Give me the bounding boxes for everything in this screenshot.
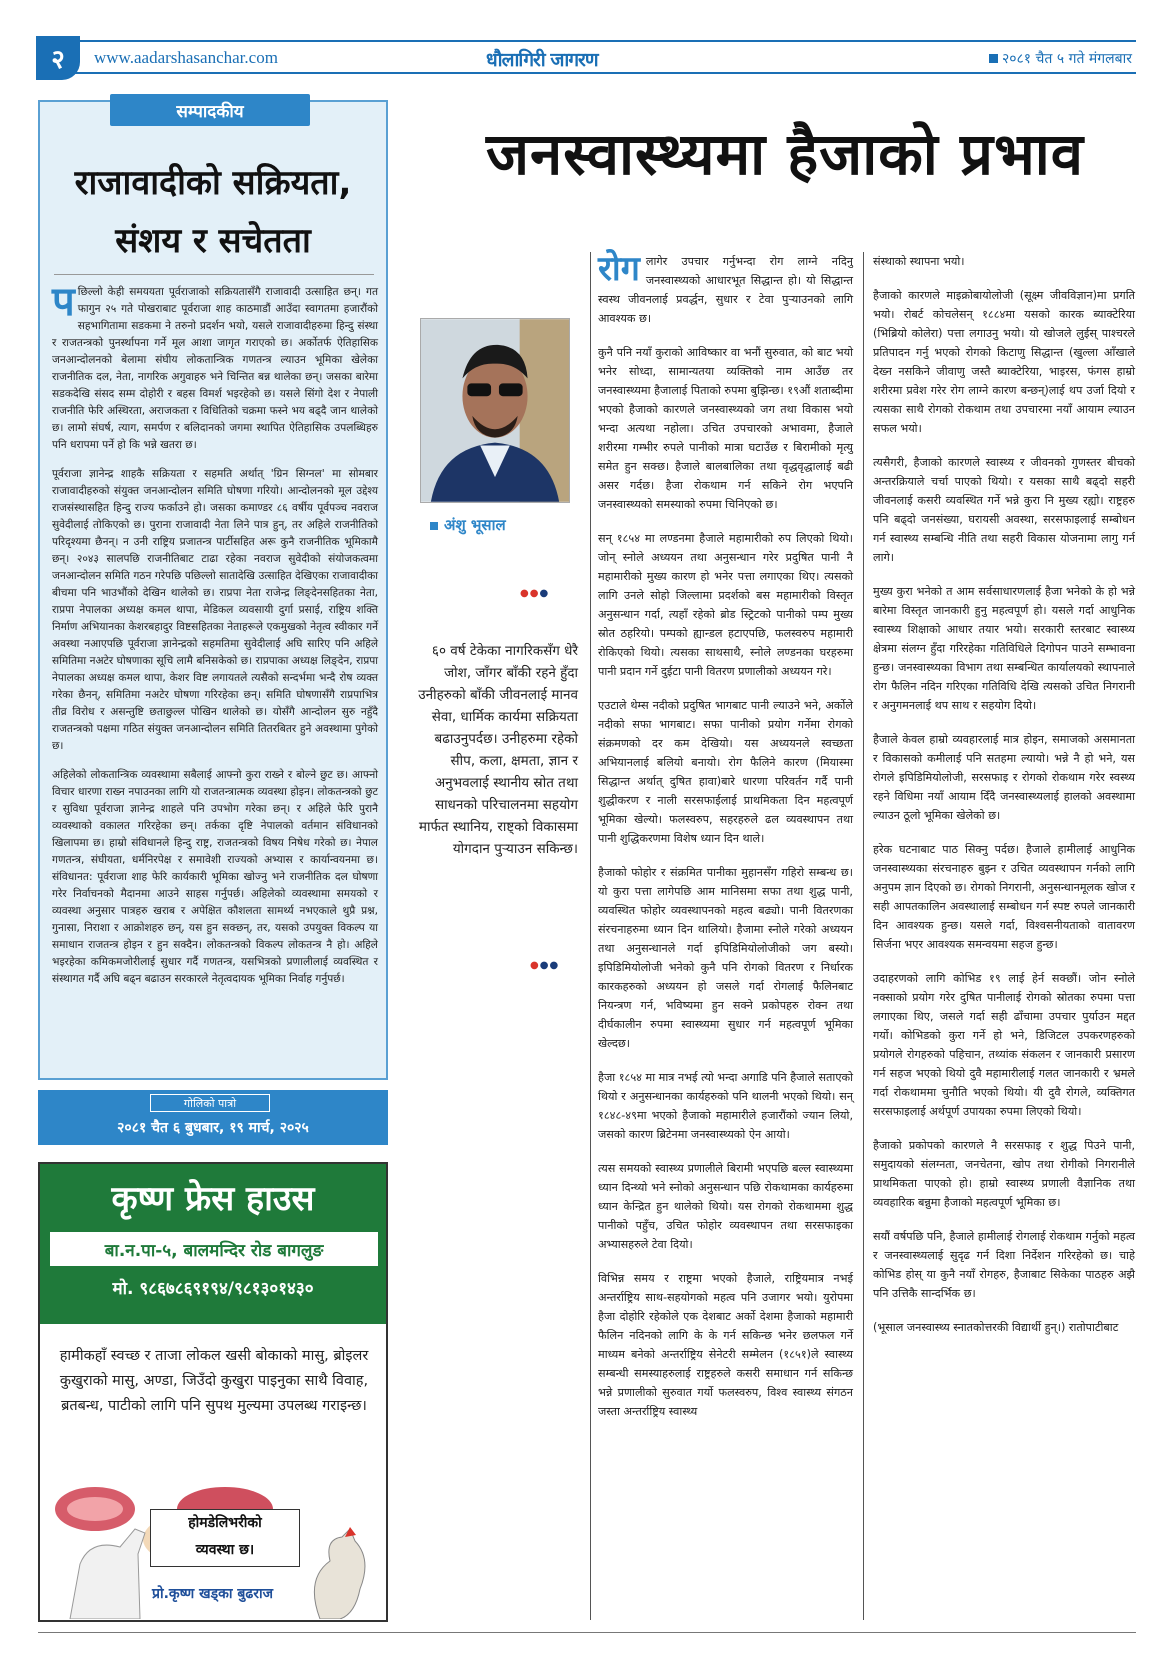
ad-business-name: कृष्ण फ्रेस हाउस (111, 1179, 315, 1219)
issue-date-text: २०८१ चैत ५ गते मंगलबार (1001, 51, 1132, 67)
ad-owner: प्रो.कृष्ण खड्का बुढराज (152, 1586, 273, 1602)
ad-phone: मो. ९८६७८६९१९४/९८१३०१४३० (112, 1279, 314, 1299)
author-name: अंशु भूसाल (444, 516, 506, 534)
footer-rule (38, 1632, 1136, 1633)
editorial-paragraph: पूर्वराजा ज्ञानेन्द्र शाहकै सक्रियता र सहमति अर्थात् 'ग्रिन सिग्नल' मा सोमबार राजावादीहरुको संयुक्त जनआन्दोलन समिति घोषणा गरियो। आन्दोलनको मूल उद्देश्य राजसंस्थासहित हिन्दु राज्य फर्काउने हो। जसका कमाण्डर ८६ वर्षीय पूर्वपञ्च नवराज सुवेदीलाई तोकिएको छ। पुराना राजावादी नेता लिने पात्र हुन्, तर अहिले राजनीतिको परिदृश्यमा छैनन्। न उनी राष्ट्रिय प्रजातन्त्र पार्टीसहित अरू कुनै राजनीतिक भूमिकामै छन्। २०४३ सालपछि राजनीतिबाट टाढा रहेका नवराज सुवेदीको संयोजकत्वमा जनआन्दोलन समिति गठन गरेपछि पछिल्लो सातादेखि उत्साहित देखिएका राजावादीका बीचमा पनि भाउभौंको देखिन थालेको छ। राप्रपा नेता राजेन्द्र लिङ्देनसहितका नेता, राप्रपा नेपालका अध्यक्ष कमल थापा, मेडिकल व्यवसायी दुर्गा प्रसाई, राष्ट्रिय शक्ति निर्माण अभियानका केशरबहादुर विष्टसहितका नेताहरूले एकमुखको नेतृत्व स्वीकार गर्ने अवस्था नआएपछि पूर्वराजा ज्ञानेन्द्रको सहमतिमा सुवेदीलाई अघि सारिए पनि अहिले समितिमा नअटेर घोषणाका सूचि लामै बनिसकेको छ। राप्रपाका अध्यक्ष लिङ्देन, राप्रपा नेपालका अध्यक्ष कमल थापा, केशर विष्ट लगायतले त्यसैको सन्दर्भमा भन्दै रोष व्यक्त गरेका छैनन्, समितिमा नअटेर घोषणा गरिरहेका छन्। समिति घोषणासँगै राप्रपाभित्र तीव्र विरोध र असन्तुष्टि छताछुल्ल पोखिन थालेको छ। योसँगै आन्दोलन सुरु नहुँदै राजतन्त्रको पक्षमा गठित संयुक्त जनआन्दोलन समिति तितरबितर हुने अवस्थामा पुगेको छ। (52, 468, 378, 752)
issue-date (989, 49, 1132, 68)
article-column-2 (873, 252, 1135, 1352)
ad-delivery-line1: होमडेलिभरीको (188, 1515, 262, 1531)
article-paragraph: विभिन्न समय र राष्ट्रमा भएको हैजाले, राष्ट्रियमात्र नभई अन्तर्राष्ट्रिय साथ-सहयोगको महत्व पनि उजागर भयो। युरोपमा हैजा दोहोरि रहेकोले एक देशबाट अर्को देशमा हैजाको महामारी फैलिन नदिनको लागि के के गर्न सकिन्छ भनेर छलफल गर्ने माध्यम बनेको अन्तर्राष्ट्रिय सेनेटरी सम्मेलन (१८५१)ले स्वास्थ्य सम्बन्धी समस्याहरुलाई राष्ट्रहरुले कसरी समाधान गर्न सकिन्छ भन्ने प्रणालीको सुरुवात गर्यो फलस्वरुप, विश्व स्वास्थ्य संगठन जस्ता अन्तर्राष्ट्रिय स्वास्थ्य (598, 1272, 853, 1418)
page-header (36, 40, 1136, 74)
blue-dot-icon: ● (539, 960, 550, 971)
advertisement (38, 1162, 388, 1622)
red-dot-icon: ● (529, 588, 540, 599)
article-paragraph: संस्थाको स्थापना भयो। (873, 255, 965, 268)
blue-dot-icon: ● (539, 588, 550, 599)
ad-address: बा.न.पा-५, बालमन्दिर रोड बागलुङ (50, 1232, 378, 1266)
article-paragraph: मुख्य कुरा भनेको त आम सर्वसाधारणलाई हैजा भनेको के हो भन्ने बारेमा विस्तृत जानकारी हुनु महत्वपूर्ण हो। यसले गर्दा आधुनिक स्वास्थ्य शिक्षाको आधार तयार भयो। सरकारी स्तरबाट स्वास्थ्य क्षेत्रमा संलग्न हुँदा गरिरहेका गतिविधिले दिगोपन पाउने सम्भावना हुन्छ। जनस्वास्थ्यका विभाग तथा सम्बन्धित कार्यालयको स्थापनाले रोग फैलिन नदिन गरिएका गतिविधि देखि त्यसको उचित निगरानी र अनुगमनलाई थप साथ र सहयोग दियो। (873, 585, 1135, 712)
article-paragraph: (भूसाल जनस्वास्थ्य स्नातकोत्तरकी विद्यार्थी हुन्।) रातोपाटीबाट (873, 1321, 1119, 1334)
editorial-title (40, 154, 386, 270)
ad-home-delivery (150, 1509, 300, 1567)
ad-description: हामीकहाँ स्वच्छ र ताजा लोकल खसी बोकाको मासु, ब्रोइलर कुखुराको मासु, अण्डा, जिउँदो कुखुरा पाइनुका साथै विवाह, ब्रतबन्ध, पाटीको लागि पनि सुपथ मुल्यमा उपलब्ध गराइन्छ। (59, 1348, 369, 1414)
square-bullet-icon (989, 54, 998, 63)
article-paragraph: सयौं वर्षपछि पनि, हैजाले हामीलाई रोगलाई रोकथाम गर्नुको महत्व र जनस्वास्थ्यलाई सुदृढ गर्न दिशा निर्देशन गरिरहेको छ। चाहे कोभिड होस् या कुनै नयाँ रोगहरु, हैजाबाट सिकेका पाठहरु अझै पनि उत्तिकै सान्दर्भिक छ। (873, 1230, 1135, 1300)
article-headline: जनस्वास्थ्यमा हैजाको प्रभाव (485, 120, 1085, 188)
ad-delivery-line2: व्यवस्था छ। (195, 1542, 255, 1558)
article-paragraph: हैजा १८५४ मा मात्र नभई त्यो भन्दा अगाडि पनि हैजाले सताएको थियो र अनुसन्धानका कार्यहरुको पनि थालनी भएको थियो। सन् १८४८-४९मा भएको हैजाको महामारीले हजारौंको ज्यान लियो, जसको कारण ब्रिटेनमा जनस्वास्थ्यको ऐन आयो। (598, 1071, 854, 1141)
article-paragraph: सन् १८५४ मा लण्डनमा हैजाले महामारीको रुप लिएको थियो। जोन् स्नोले अध्ययन तथा अनुसन्धान गरेर प्रदुषित पानी नै महामारीको मुख्य कारण हो भनेर पत्ता लगाएका थिए। त्यसको लागि उनले सोहो जिल्लामा प्रदर्शको बस महामारीको विस्तृत अनुसन्धान गर्दा, त्यहाँ रहेको ब्रोड स्ट्रिटको पानीको पम्प मुख्य स्रोत ठहरियो। पम्पको ह्यान्डल हटाएपछि, फलस्वरुप महामारी रोकिएको थियो। त्यसका साथसाथै, स्नोले लण्डनका घरहरुमा पानी प्रदान गर्ने दुईटा पानी वितरण प्रणालीको अध्ययन गरे। (598, 532, 853, 678)
red-dot-icon: ● (520, 588, 530, 599)
pull-quote: ६० वर्ष टेकेका नागरिकसँग धेरै जोश, जाँगर बाँकी रहने हुँदा उनीहरुको बाँकी जीवनलाई मानव सेवा, धार्मिक कार्यमा सक्रियता बढाउनुपर्दछ। उनीहरुमा रहेको सीप, कला, क्षमता, ज्ञान र अनुभवलाई स्थानीय स्रोत तथा साधनको परिचालनमा सहयोग मार्फत स्थानिय, राष्ट्को विकासमा योगदान पुऱ्याउन सकिन्छ। (418, 643, 578, 857)
editorial-title-line2: संशय र सचेतता (115, 221, 311, 261)
article-paragraph (598, 249, 853, 328)
blue-dot-icon: ● (549, 960, 560, 971)
author-byline (430, 515, 506, 535)
article-paragraph: हैजाको कारणले माइक्रोबायोलोजी (सूक्ष्म जीवविज्ञान)मा प्रगति भयो। रोबर्ट कोचलेसन् १८८४मा यसको कारक ब्याक्टेरिया (भिब्रियो कोलेरा) पत्ता लगाउनु भयो। यो खोजले लुईस् पाश्चरले प्रतिपादन गर्नु भएको रोगको किटाणु सिद्धान्त (खुल्ला आँखाले देख्न नसकिने जीवाणु जस्तै ब्याक्टेरिया, भाइरस, फंगस हाम्रो शरीरमा प्रवेश गरेर रोग लाग्ने कारण बन्छन्)लाई थप उर्जा दियो र त्यसका साथै रोगको रोकथाम तथा उपचारमा नयाँ आयाम ल्याउन सफल भयो। (873, 289, 1135, 435)
page-number: २ (36, 36, 80, 80)
dots-decoration-top (520, 588, 549, 599)
article-paragraph: त्यसैगरी, हैजाको कारणले स्वास्थ्य र जीवनको गुणस्तर बीचको अन्तरक्रियाले चर्चा पाएको थियो। र यसका साथै बढ्दो सहरी जीवनलाई कसरी व्यवस्थित गर्ने भन्ने कुरा नि मुख्य रह्यो। राष्ट्रहरु पनि बढ्दो जनसंख्या, घरायसी अवस्था, सरसफाइलाई सम्बोधन गर्न स्वास्थ्य सम्बन्धि नीति तथा सहरी विकास योजनामा लागु गर्न लागे। (873, 456, 1135, 564)
lead-word: रोग (598, 249, 640, 289)
editorial-dropcap: प (52, 279, 75, 325)
article-column-1 (598, 249, 854, 1436)
editorial-body (52, 279, 378, 1000)
article-paragraph: हैजाले केवल हाम्रो व्यवहारलाई मात्र होइन, समाजको असमानता र विकासको कमीलाई पनि सतहमा ल्यायो। भन्ने नै हो भने, यस रोगले इपिडिमियोलोजी, सरसफाइ र रोगको रोकथाम गरेर स्वस्थ्य रहने विधिमा नयाँ आयाम दिँदै जनस्वास्थ्यलाई हालको अवस्थामा ल्याउन ठूलो भूमिका खेलेको छ। (873, 733, 1135, 822)
site-url[interactable]: www.aadarshasanchar.com (94, 48, 278, 67)
author-photo (420, 318, 570, 503)
editorial-divider (54, 274, 374, 275)
editorial-box (38, 100, 388, 1080)
article-paragraph: हैजाको फोहोर र संक्रमित पानीका मुहानसँग गहिरो सम्बन्ध छ। यो कुरा पत्ता लागेपछि आम मानिसमा सफा तथा शुद्ध पानी, व्यवस्थित फोहोर व्यवस्थापनको महत्व बढ्यो। पानी वितरणका संरचनाहरुमा ध्यान दिन थालियो। हैजामा स्नोले गरेको अध्ययन तथा अनुसन्धानले गर्दा इपिडिमियोलोजीको जग बस्यो। इपिडिमियोलोजी भनेको कुनै पनि रोगको वितरण र निर्धारक कारकहरुको अध्ययन हो जसले गर्दा रोगलाई फैलिनबाट नियन्त्रण गर्न, भविष्यमा हुन सक्ने प्रकोपहरु रोक्न तथा दीर्घकालीन रुपमा स्वास्थ्यमा सुधार गर्न महत्वपूर्ण भूमिका खेल्दछ। (598, 866, 853, 1050)
calendar-tag: गोलिको पात्रो (150, 1094, 270, 1112)
article-paragraph: कुनै पनि नयाँ कुराको आविष्कार वा भनौं सुरुवात, को बाट भयो भनेर सोध्दा, सामान्यतया व्यक्तिको नाम आउँछ तर जनस्वास्थ्यमा हैजालाई पिताको रुपमा बुझिन्छ। १९औं शताब्दीमा भएको हैजाको कारणले जनस्वास्थ्यको जग तथा विकास भयो भन्दा अत्यथा नहोला। उचित उपचारको अभावमा, हैजाले शरीरमा गम्भीर रुपले पानीको मात्रा घटाउँछ र बिरामीको मृत्यु समेत हुन सक्छ। हैजाले बालबालिका तथा वृद्धवृद्धालाई बढी असर गर्दछ। हैजा रोकथाम गर्न सकिने रोग भएपनि जनस्वास्थ्यको समस्याको रुपमा चिनिएको छ। (598, 346, 853, 511)
ad-header (40, 1164, 386, 1324)
editorial-paragraph: अहिलेको लोकतान्त्रिक व्यवस्थामा सबैलाई आफ्नो कुरा राख्ने र बोल्ने छुट छ। आफ्नो विचार धारणा राख्न नपाउनका लागि यो राजतन्त्रात्मक व्यवस्था होइन। लोकतन्त्रको छुट र सुविधा पूर्वराजा ज्ञानेन्द्र शाहले पनि उपभोग गरेका छन्। र अहिले फेरि पुरानै व्यवस्थाको वकालत गरिरहेका छन्। तर्कका दृष्टि नेपालको वर्तमान संविधानको खिलापमा छ। हाम्रो संविधानले हिन्दु राष्ट्र, राजतन्त्रको विषय निषेध गरेको छ। नेपाल गणतन्त्र, संघीयता, धर्मनिरपेक्ष र समावेशी राज्यको अभ्यास र कार्यान्वयनमा छ। संविधानत: पूर्वराजा शाह फेरि कार्यकारी भूमिका खोज्नु भने राजनीतिक दल घोषणा गरेर निर्वाचनको मैदानमा आउने साहस गर्नुपर्छ। अहिलेको व्यवस्थामा समयको र व्यवस्था अनुसार पात्रहरु खराब र अपेक्षित कौशलता सामर्थ्य नभएकाले थुप्रै प्रश्न, गुनासा, निराशा र आक्रोशहरु छन्, यस हुन सक्छन्, तर, यसको उपयुक्त विकल्प या समाधान राजतन्त्र होइन र हुन सक्दैन। लोकतन्त्रको विकल्प लोकतन्त्र नै हो। अहिले भइरहेका कमिकमजोरीलाई सुधार गर्दै गणतन्त्र, यसभित्रको प्रणालीलाई व्यवस्थित र संस्थागत गर्दै अघि बढ्न बढाउन सरकारले नेतृत्वदायक भूमिका निर्वाह गर्नुपर्छ। (52, 769, 378, 985)
editorial-tag: सम्पादकीय (110, 94, 310, 126)
column-rule (863, 252, 864, 1620)
square-bullet-icon (430, 522, 438, 530)
article-paragraph: हरेक घटनाबाट पाठ सिक्नु पर्दछ। हैजाले हामीलाई आधुनिक जनस्वास्थ्यका संरचनाहरु बुझ्न र उचित व्यवस्थापन गर्नको लागि अनुपम ज्ञान दिएको छ। रोगको निगरानी, अनुसन्धानमूलक खोज र सही आपतकालिन अवस्थालाई सम्बोधन गर्न स्पष्ट रुपले जानकारी दिन आवश्यक हुन्छ। यसले गर्दा, विश्वसनीयताको वातावरण सिर्जना भएर आवश्यक समन्वयमा सहज हुन्छ। (873, 843, 1135, 951)
editorial-title-line1: राजावादीको सक्रियता, (74, 163, 352, 203)
calendar-box (38, 1090, 388, 1145)
editorial-paragraph-text: छिल्लो केही समययता पूर्वराजाको सक्रियतासँगै राजावादी उत्साहित छन्। गत फागुन २५ गते पोखराबाट पूर्वराजा शाह काठमाडौं आउँदा स्वागतमा हजारौंको सहभागितामा सडकमा ने तरुनो प्रदर्शन भयो, यसले राजावादीहरुमा हिन्दु संस्था र राजतन्त्रको पुनर्स्थापना गर्ने मूल आशा जागृत गराएको छ। अर्कोतर्फ ऐतिहासिक जनआन्दोलनको बेलामा संघीय लोकतान्त्रिक गणतन्त्र ल्याउन भूमिका खेलेका राजनीतिक दल, नेता, नागरिक अगुवाहरु भने चिन्तित बन्न थालेका छन्। जसका बारेमा सडकदेखि संसद सम्म दोहोरी र बहस विमर्श भइरहेको छ। यसले सिंगो देश र नेपाली राजनीति फेरि अस्थिरता, अराजकता र विधितिको चक्रमा फस्ने भय बढ्दै जान थालेको छ। लामो संघर्ष, त्याग, समर्पण र बलिदानको जगमा स्थापित ऐतिहासिक उपलब्धिहरु पनि धरापमा पर्ने हो कि भन्ने खतरा छ। (52, 286, 378, 451)
hen-icon (314, 1529, 365, 1619)
article-paragraph: त्यस समयको स्वास्थ्य प्रणालीले बिरामी भएपछि बल्ल स्वास्थ्यमा ध्यान दिन्थ्यो भने स्नोको अनुसन्धान पछि रोकथामका कार्यहरुमा ध्यान केन्द्रित हुन थालेको थियो। यस रोगको रोकथाममा शुद्ध पानीको पहुँच, उचित फोहोर व्यवस्थापन तथा सरसफाइका अभ्यासहरुले टेवा दियो। (598, 1162, 853, 1251)
article-paragraph: हैजाको प्रकोपको कारणले नै सरसफाइ र शुद्ध पिउने पानी, समुदायको संलग्नता, जनचेतना, खोप तथा रोगीको निगरानीले प्राथमिकता पाएको हो। हाम्रो स्वास्थ्य प्रणाली वैज्ञानिक तथा व्यवहारिक बन्नुमा हैजाको महत्वपूर्ण भूमिका छ। (873, 1139, 1135, 1209)
goat-icon (70, 1529, 145, 1619)
sunglasses-left-lens (467, 383, 491, 396)
editorial-paragraph (52, 279, 378, 454)
sunglasses-right-lens (499, 383, 523, 396)
dots-decoration-bottom (530, 960, 559, 971)
masthead: धौलागिरी जागरण (486, 49, 598, 71)
article-paragraph: उदाहरणको लागि कोभिड १९ लाई हेर्न सक्छौं। जोन स्नोले नक्साको प्रयोग गरेर दुषित पानीलाई रोगको स्रोतका रुपमा पत्ता लगाएका थिए, जसले गर्दा सही ढाँचामा उपचार पुर्याउन मद्दत गर्यो। कोभिडको कुरा गर्ने हो भने, डिजिटल उपकरणहरुको प्रयोगले रोगहरुको पहिचान, तथ्यांक संकलन र जानकारी प्रसारण गर्न सहज भएको थियो दुवै महामारीलाई गलत जानकारी र भ्रमले गर्दा रोकथाममा चुनौति भएको थियो। यी दुवै रोगले, व्यक्तिगत सरसफाइलाई अर्थपूर्ण उपायका रुपमा लिएको थियो। (873, 972, 1135, 1118)
article-paragraph: एउटाले थेम्स नदीको प्रदुषित भागबाट पानी ल्याउने भने, अर्कोले नदीको सफा भागबाट। सफा पानीको प्रयोग गर्नेमा रोगको संक्रमणको दर कम देखियो। यस अध्ययनले स्वच्छता अभियानलाई बलियो बनायो। रोग फैलिने कारण (मियास्मा सिद्धान्त अर्थात् दुषित हावा)बारे धारणा परिवर्तन गर्दै पानी शुद्धीकरण र नाली सरसफाईलाई प्राथमिकता दिन महत्वपूर्ण भूमिका खेल्यो। फलस्वरुप, सहरहरुले ढल व्यवस्थापन तथा पानी शुद्धिकरणमा विशेष ध्यान दिन थाले। (598, 699, 853, 845)
meat-fat-icon (67, 1497, 123, 1521)
red-dot-icon: ● (530, 960, 540, 971)
column-rule (590, 252, 591, 1620)
calendar-date: २०८१ चैत ६ बुधबार, १९ मार्च, २०२५ (117, 1120, 309, 1136)
article-paragraph-text: लागेर उपचार गर्नुभन्दा रोग लाग्ने नदिनु जनस्वास्थ्यको आधारभूत सिद्धान्त हो। यो सिद्धान्त स्वस्थ जीवनलाई प्रवर्द्धन, सुधार र टेवा पुऱ्याउनको लागि आवश्यक छ। (598, 255, 853, 325)
